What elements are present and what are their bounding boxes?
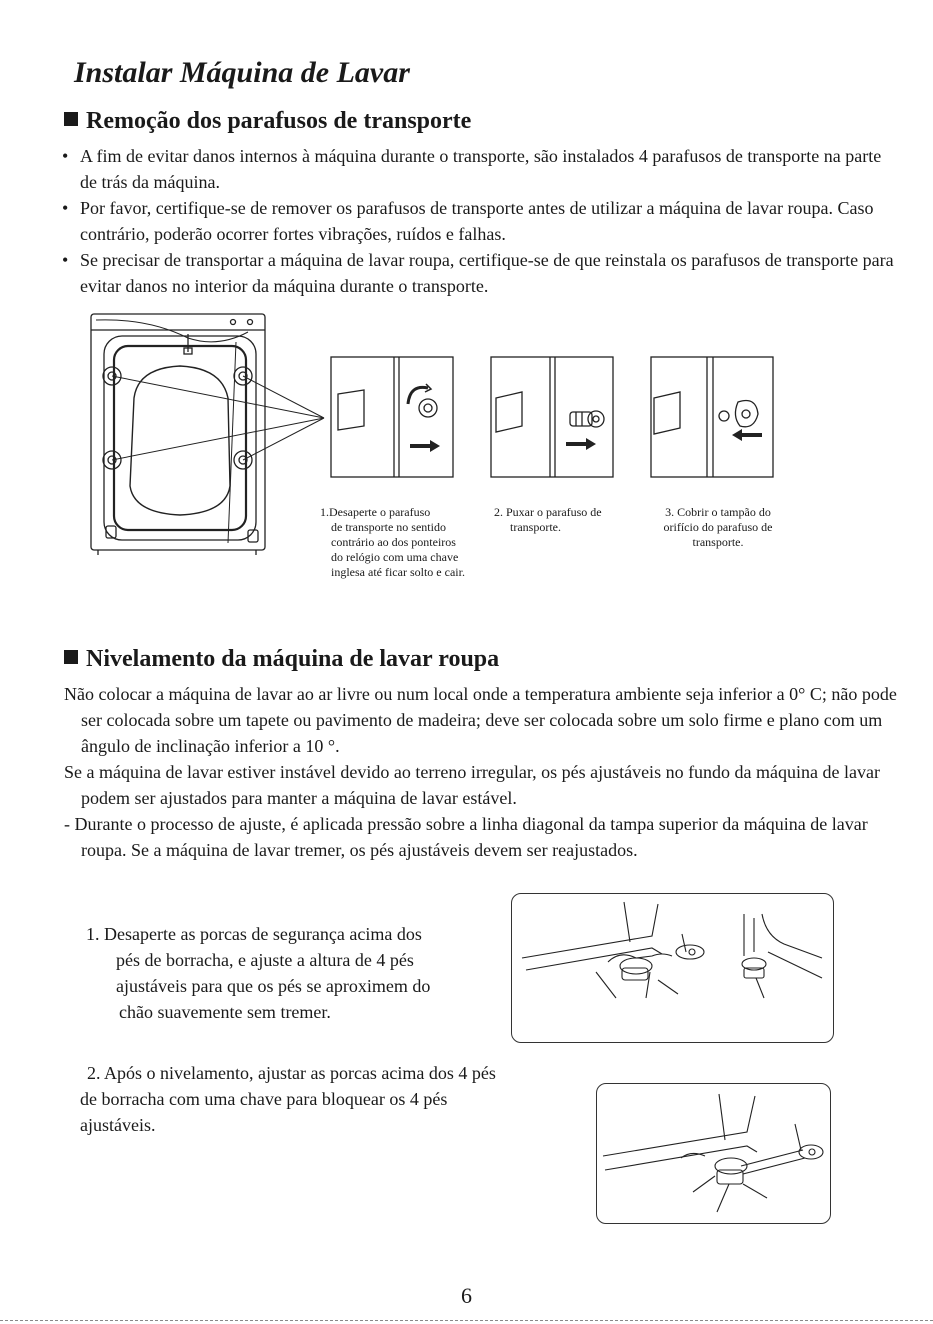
paragraph: - Durante o processo de ajuste, é aplicada pressão sobre a linha diagonal da tampa superior da máquina de lavar roupa. Se a máquina de lavar tremer, os pés ajustáveis devem ser reajustados. [64,814,868,860]
arrow-right-icon [566,438,596,450]
paragraph: Se a máquina de lavar estiver instável devido ao terreno irregular, os pés ajustáveis no fundo da máquina de lavar podem ser ajustados para manter a máquina de lavar estável. [64,762,880,808]
caption-line: inglesa até ficar solto e cair. [331,565,465,579]
step3-caption [638,505,798,550]
step3-cover-cap-illustration [650,356,774,478]
step-line: pés de borracha, e ajuste a altura de 4 pés [116,950,414,970]
caption-line: do relógio com uma chave [331,550,459,564]
leveling-step2 [80,1060,600,1138]
step-line: de borracha com uma chave para bloquear os 4 pés [80,1089,448,1109]
step-line: 2. Após o nivelamento, ajustar as porcas acima dos 4 pés [87,1063,496,1083]
paragraph: Não colocar a máquina de lavar ao ar livre ou num local onde a temperatura ambiente seja inferior a 0° C; não pode ser colocada sobre um tapete ou pavimento de madeira; deve ser colocada sobre um solo firme e plano com um ângulo de inclinação inferior a 10 °. [64,684,897,756]
page-title: Instalar Máquina de Lavar [74,56,410,89]
washing-machine-rear-illustration [88,308,333,558]
bullet-item [62,143,900,195]
step2-pull-bolt-illustration [490,356,614,478]
caption-line: de transporte no sentido [331,520,446,534]
section-heading-leveling [64,646,499,673]
page-number: 6 [461,1283,472,1308]
square-bullet-icon [64,650,78,664]
lock-nuts-figure [596,1083,831,1224]
step2-caption [494,505,644,535]
caption-line: 2. Puxar o parafuso de [494,505,602,519]
caption-line: contrário ao dos ponteiros [331,535,456,549]
arrow-left-icon [732,429,762,441]
caption-line: 1.Desaperte o parafuso [320,505,431,519]
bullet-text: A fim de evitar danos internos à máquina durante o transporte, são instalados 4 parafusos de transporte na parte de trás da máquina. [80,146,882,192]
caption-line: 3. Cobrir o tampão do [665,505,771,519]
step-line: chão suavemente sem tremer. [119,1002,331,1022]
bullet-item [62,247,900,299]
arrow-right-icon [410,440,440,452]
bullet-dot-icon: • [62,146,69,166]
section-heading-text: Nivelamento da máquina de lavar roupa [86,646,500,672]
step-line: 1. Desaperte as porcas de segurança acima dos [86,924,422,944]
step-line: ajustáveis. [80,1115,156,1135]
feet-adjustment-figure [511,893,834,1043]
step-line: ajustáveis para que os pés se aproximem do [116,976,431,996]
caption-line: transporte. [510,520,561,534]
caption-line: orifício do parafuso de [663,520,773,534]
bullet-dot-icon: • [62,250,69,270]
caption-line: transporte. [692,535,744,549]
bullet-item [62,195,900,247]
bullet-text: Por favor, certifique-se de remover os parafusos de transporte antes de utilizar a máquina de lavar roupa. Caso contrário, poderão ocorrer fortes vibrações, ruídos e falhas. [80,198,874,244]
lock-nuts-wrench-illustration [597,1084,830,1223]
square-bullet-icon [64,112,78,126]
bullet-text: Se precisar de transportar a máquina de lavar roupa, certifique-se de que reinstala os parafusos de transporte para evitar danos no interior da máquina durante o transporte. [80,250,894,296]
page-divider [0,1320,933,1321]
step1-caption [320,505,500,580]
step1-unscrew-illustration [330,356,454,478]
adjustable-feet-illustration [512,894,833,1042]
section-heading-transport-bolts [64,108,471,135]
leveling-step1 [86,921,506,1025]
section-heading-text: Remoção dos parafusos de transporte [86,108,472,134]
bullet-dot-icon: • [62,198,69,218]
